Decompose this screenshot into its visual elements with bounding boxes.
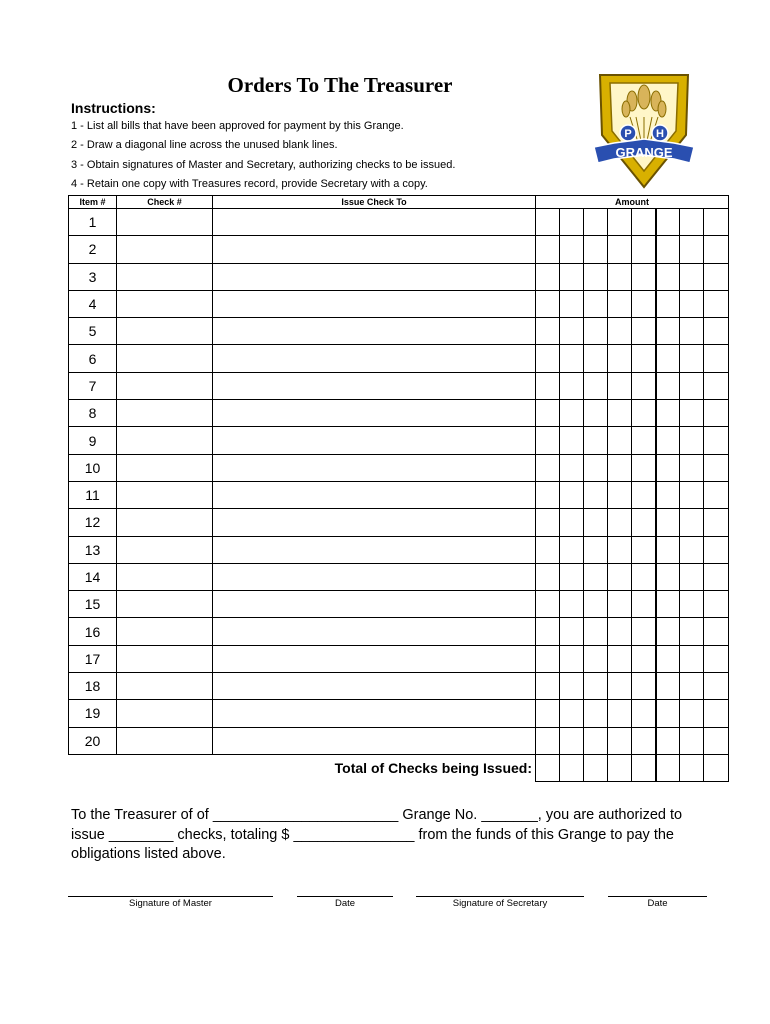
amount-digit-cell[interactable] [680,563,704,590]
amount-digit-cell[interactable] [680,700,704,727]
amount-digit-cell[interactable] [656,263,680,290]
instruction-2: 2 - Draw a diagonal line across the unused blank lines. [71,139,338,151]
amount-digit-cell[interactable] [680,727,704,754]
table-row [69,290,729,317]
amount-digit-cell[interactable] [536,454,560,481]
check-number-cell[interactable] [117,700,213,727]
amount-digit-cell[interactable] [584,427,608,454]
amount-digit-cell[interactable] [656,290,680,317]
amount-digit-cell[interactable] [560,727,584,754]
amount-digit-cell[interactable] [632,318,656,345]
issue-check-to-cell[interactable] [213,481,536,508]
date-label-1: Date [334,898,356,909]
orders-table [68,195,729,782]
amount-digit-cell[interactable] [584,290,608,317]
amount-digit-cell[interactable] [656,673,680,700]
amount-digit-cell[interactable] [584,563,608,590]
amount-digit-cell[interactable] [560,536,584,563]
amount-digit-cell[interactable] [536,700,560,727]
total-amount-digit-cell[interactable] [536,754,560,781]
issue-check-to-cell[interactable] [213,536,536,563]
amount-digit-cell[interactable] [632,454,656,481]
table-row [69,700,729,727]
check-number-cell[interactable] [117,209,213,236]
amount-digit-cell[interactable] [584,645,608,672]
amount-digit-cell[interactable] [656,536,680,563]
amount-digit-cell[interactable] [656,727,680,754]
total-amount-digit-cell[interactable] [632,754,656,781]
amount-digit-cell[interactable] [680,673,704,700]
table-row [69,209,729,236]
total-amount-digit-cell[interactable] [584,754,608,781]
amount-digit-cell[interactable] [608,563,632,590]
amount-digit-cell[interactable] [536,427,560,454]
check-number-cell[interactable] [117,673,213,700]
amount-digit-cell[interactable] [608,727,632,754]
amount-digit-cell[interactable] [704,263,729,290]
amount-digit-cell[interactable] [632,400,656,427]
amount-digit-cell[interactable] [680,345,704,372]
amount-digit-cell[interactable] [608,618,632,645]
amount-digit-cell[interactable] [704,318,729,345]
header-issue-to: Issue Check To [213,196,536,209]
table-row [69,263,729,290]
item-number: 16 [69,618,117,645]
check-number-cell[interactable] [117,427,213,454]
amount-digit-cell[interactable] [656,618,680,645]
issue-check-to-cell[interactable] [213,236,536,263]
instruction-4: 4 - Retain one copy with Treasures record, provide Secretary with a copy. [71,178,428,190]
amount-digit-cell[interactable] [560,509,584,536]
amount-digit-cell[interactable] [680,400,704,427]
table-row [69,236,729,263]
grange-logo [592,71,696,191]
amount-digit-cell[interactable] [632,618,656,645]
amount-digit-cell[interactable] [608,290,632,317]
table-row [69,481,729,508]
amount-digit-cell[interactable] [536,318,560,345]
amount-digit-cell[interactable] [704,673,729,700]
total-amount-digit-cell[interactable] [608,754,632,781]
amount-digit-cell[interactable] [536,236,560,263]
table-row [69,509,729,536]
table-row [69,618,729,645]
amount-digit-cell[interactable] [680,209,704,236]
issue-check-to-cell[interactable] [213,209,536,236]
amount-digit-cell[interactable] [680,454,704,481]
amount-digit-cell[interactable] [560,263,584,290]
amount-digit-cell[interactable] [632,372,656,399]
amount-digit-cell[interactable] [680,263,704,290]
header-amount: Amount [536,196,729,209]
check-number-cell[interactable] [117,591,213,618]
amount-digit-cell[interactable] [632,263,656,290]
check-number-cell[interactable] [117,509,213,536]
amount-digit-cell[interactable] [632,236,656,263]
amount-digit-cell[interactable] [656,209,680,236]
item-number: 10 [69,454,117,481]
amount-digit-cell[interactable] [632,290,656,317]
amount-digit-cell[interactable] [536,536,560,563]
issue-check-to-cell[interactable] [213,618,536,645]
amount-digit-cell[interactable] [584,345,608,372]
item-number: 7 [69,372,117,399]
master-signature-line[interactable] [68,896,273,897]
amount-digit-cell[interactable] [656,509,680,536]
amount-digit-cell[interactable] [632,345,656,372]
amount-digit-cell[interactable] [680,236,704,263]
check-number-cell[interactable] [117,290,213,317]
amount-digit-cell[interactable] [608,536,632,563]
check-number-cell[interactable] [117,318,213,345]
issue-check-to-cell[interactable] [213,290,536,317]
item-number: 6 [69,345,117,372]
logo-letter-h: H [656,128,664,140]
check-number-cell[interactable] [117,400,213,427]
check-number-cell[interactable] [117,618,213,645]
item-number: 12 [69,509,117,536]
amount-digit-cell[interactable] [704,591,729,618]
amount-digit-cell[interactable] [632,673,656,700]
total-amount-digit-cell[interactable] [656,754,680,781]
amount-digit-cell[interactable] [680,618,704,645]
issue-check-to-cell[interactable] [213,509,536,536]
table-row [69,591,729,618]
instruction-3: 3 - Obtain signatures of Master and Secretary, authorizing checks to be issued. [71,159,456,171]
amount-digit-cell[interactable] [704,427,729,454]
logo-banner-text: GRANGE [615,145,673,160]
total-label: Total of Checks being Issued: [69,754,536,781]
amount-digit-cell[interactable] [536,481,560,508]
amount-digit-cell[interactable] [584,263,608,290]
amount-digit-cell[interactable] [704,509,729,536]
amount-digit-cell[interactable] [536,727,560,754]
amount-digit-cell[interactable] [560,645,584,672]
amount-digit-cell[interactable] [608,673,632,700]
total-amount-digit-cell[interactable] [704,754,729,781]
amount-digit-cell[interactable] [680,536,704,563]
amount-digit-cell[interactable] [608,209,632,236]
amount-digit-cell[interactable] [656,400,680,427]
amount-digit-cell[interactable] [608,372,632,399]
amount-digit-cell[interactable] [560,236,584,263]
amount-digit-cell[interactable] [584,618,608,645]
amount-digit-cell[interactable] [656,372,680,399]
amount-digit-cell[interactable] [656,645,680,672]
amount-digit-cell[interactable] [632,727,656,754]
issue-check-to-cell[interactable] [213,345,536,372]
date-label-2: Date [647,898,668,909]
issue-check-to-cell[interactable] [213,727,536,754]
item-number: 3 [69,263,117,290]
amount-digit-cell[interactable] [632,563,656,590]
check-number-cell[interactable] [117,563,213,590]
amount-digit-cell[interactable] [680,427,704,454]
check-number-cell[interactable] [117,727,213,754]
amount-digit-cell[interactable] [608,509,632,536]
issue-check-to-cell[interactable] [213,591,536,618]
amount-digit-cell[interactable] [656,591,680,618]
total-row [69,754,729,781]
issue-check-to-cell[interactable] [213,400,536,427]
amount-digit-cell[interactable] [536,509,560,536]
table-row [69,454,729,481]
amount-digit-cell[interactable] [560,700,584,727]
amount-digit-cell[interactable] [584,673,608,700]
amount-digit-cell[interactable] [608,481,632,508]
amount-digit-cell[interactable] [608,591,632,618]
amount-digit-cell[interactable] [584,591,608,618]
logo-letter-p: P [624,128,632,140]
item-number: 17 [69,645,117,672]
total-amount-digit-cell[interactable] [680,754,704,781]
amount-digit-cell[interactable] [608,427,632,454]
amount-digit-cell[interactable] [608,700,632,727]
master-signature-label: Signature of Master [129,898,212,909]
amount-digit-cell[interactable] [656,345,680,372]
check-number-cell[interactable] [117,481,213,508]
amount-digit-cell[interactable] [536,290,560,317]
amount-digit-cell[interactable] [656,318,680,345]
amount-digit-cell[interactable] [536,645,560,672]
amount-digit-cell[interactable] [560,454,584,481]
issue-check-to-cell[interactable] [213,673,536,700]
amount-digit-cell[interactable] [704,400,729,427]
amount-digit-cell[interactable] [536,618,560,645]
amount-digit-cell[interactable] [608,454,632,481]
amount-digit-cell[interactable] [584,400,608,427]
secretary-signature-label: Signature of Secretary [452,898,548,909]
amount-digit-cell[interactable] [680,509,704,536]
item-number: 4 [69,290,117,317]
amount-digit-cell[interactable] [632,427,656,454]
amount-digit-cell[interactable] [632,536,656,563]
table-body [69,209,729,782]
table-row [69,727,729,754]
check-number-cell[interactable] [117,263,213,290]
issue-check-to-cell[interactable] [213,645,536,672]
amount-digit-cell[interactable] [656,427,680,454]
item-number: 5 [69,318,117,345]
amount-digit-cell[interactable] [536,209,560,236]
amount-digit-cell[interactable] [704,236,729,263]
issue-check-to-cell[interactable] [213,372,536,399]
amount-digit-cell[interactable] [560,591,584,618]
amount-digit-cell[interactable] [560,372,584,399]
amount-digit-cell[interactable] [584,372,608,399]
item-number: 8 [69,400,117,427]
amount-digit-cell[interactable] [560,345,584,372]
item-number: 1 [69,209,117,236]
page-title: Orders To The Treasurer [227,73,453,97]
amount-digit-cell[interactable] [560,481,584,508]
amount-digit-cell[interactable] [536,372,560,399]
item-number: 18 [69,673,117,700]
table-row [69,563,729,590]
amount-digit-cell[interactable] [680,481,704,508]
check-number-cell[interactable] [117,645,213,672]
secretary-signature-line[interactable] [416,896,584,897]
instruction-1: 1 - List all bills that have been approved for payment by this Grange. [71,120,404,132]
amount-digit-cell[interactable] [560,563,584,590]
amount-digit-cell[interactable] [584,727,608,754]
amount-digit-cell[interactable] [560,209,584,236]
amount-digit-cell[interactable] [536,263,560,290]
amount-digit-cell[interactable] [656,454,680,481]
check-number-cell[interactable] [117,236,213,263]
amount-digit-cell[interactable] [560,318,584,345]
issue-check-to-cell[interactable] [213,427,536,454]
amount-digit-cell[interactable] [632,645,656,672]
amount-digit-cell[interactable] [584,454,608,481]
issue-check-to-cell[interactable] [213,700,536,727]
amount-digit-cell[interactable] [656,236,680,263]
amount-digit-cell[interactable] [584,536,608,563]
amount-digit-cell[interactable] [704,700,729,727]
check-number-cell[interactable] [117,372,213,399]
amount-digit-cell[interactable] [656,700,680,727]
amount-digit-cell[interactable] [560,427,584,454]
amount-digit-cell[interactable] [560,673,584,700]
amount-digit-cell[interactable] [704,481,729,508]
amount-digit-cell[interactable] [656,481,680,508]
amount-digit-cell[interactable] [680,591,704,618]
amount-digit-cell[interactable] [680,372,704,399]
amount-digit-cell[interactable] [632,481,656,508]
table-row [69,400,729,427]
amount-digit-cell[interactable] [536,563,560,590]
amount-digit-cell[interactable] [608,400,632,427]
amount-digit-cell[interactable] [704,536,729,563]
amount-digit-cell[interactable] [656,563,680,590]
header-check: Check # [117,196,213,209]
amount-digit-cell[interactable] [704,645,729,672]
amount-digit-cell[interactable] [584,318,608,345]
table-row [69,427,729,454]
item-number: 14 [69,563,117,590]
item-number: 2 [69,236,117,263]
amount-digit-cell[interactable] [704,563,729,590]
check-number-cell[interactable] [117,345,213,372]
amount-digit-cell[interactable] [704,727,729,754]
issue-check-to-cell[interactable] [213,563,536,590]
amount-digit-cell[interactable] [536,345,560,372]
item-number: 20 [69,727,117,754]
amount-digit-cell[interactable] [704,618,729,645]
authorization-text: To the Treasurer of of _______________________ Grange No. _______, you are authorized to issue ________ checks, totaling $ _______________ from the funds of this Grange to pay the obligations listed above. [71,807,683,862]
table-row [69,345,729,372]
item-number: 15 [69,591,117,618]
amount-digit-cell[interactable] [704,372,729,399]
amount-digit-cell[interactable] [560,618,584,645]
issue-check-to-cell[interactable] [213,318,536,345]
header-item: Item # [69,196,117,209]
amount-digit-cell[interactable] [584,509,608,536]
item-number: 11 [69,481,117,508]
item-number: 9 [69,427,117,454]
table-row [69,536,729,563]
amount-digit-cell[interactable] [680,645,704,672]
amount-digit-cell[interactable] [584,236,608,263]
amount-digit-cell[interactable] [608,345,632,372]
amount-digit-cell[interactable] [704,454,729,481]
amount-digit-cell[interactable] [680,318,704,345]
amount-digit-cell[interactable] [608,236,632,263]
amount-digit-cell[interactable] [632,591,656,618]
item-number: 13 [69,536,117,563]
amount-digit-cell[interactable] [536,591,560,618]
amount-digit-cell[interactable] [632,700,656,727]
amount-digit-cell[interactable] [632,209,656,236]
check-number-cell[interactable] [117,536,213,563]
amount-digit-cell[interactable] [704,209,729,236]
issue-check-to-cell[interactable] [213,454,536,481]
date-line-2[interactable] [608,896,707,897]
amount-digit-cell[interactable] [608,263,632,290]
date-line-1[interactable] [297,896,393,897]
amount-digit-cell[interactable] [584,481,608,508]
amount-digit-cell[interactable] [632,509,656,536]
amount-digit-cell[interactable] [584,209,608,236]
table-row [69,372,729,399]
amount-digit-cell[interactable] [536,400,560,427]
amount-digit-cell[interactable] [704,290,729,317]
amount-digit-cell[interactable] [680,290,704,317]
check-number-cell[interactable] [117,454,213,481]
table-row [69,645,729,672]
amount-digit-cell[interactable] [608,318,632,345]
amount-digit-cell[interactable] [584,700,608,727]
issue-check-to-cell[interactable] [213,263,536,290]
item-number: 19 [69,700,117,727]
table-row [69,318,729,345]
table-header-row [69,196,729,209]
table-row [69,673,729,700]
amount-digit-cell[interactable] [536,673,560,700]
total-amount-digit-cell[interactable] [560,754,584,781]
amount-digit-cell[interactable] [608,645,632,672]
amount-digit-cell[interactable] [560,400,584,427]
instructions-heading: Instructions: [71,100,156,116]
amount-digit-cell[interactable] [560,290,584,317]
amount-digit-cell[interactable] [704,345,729,372]
